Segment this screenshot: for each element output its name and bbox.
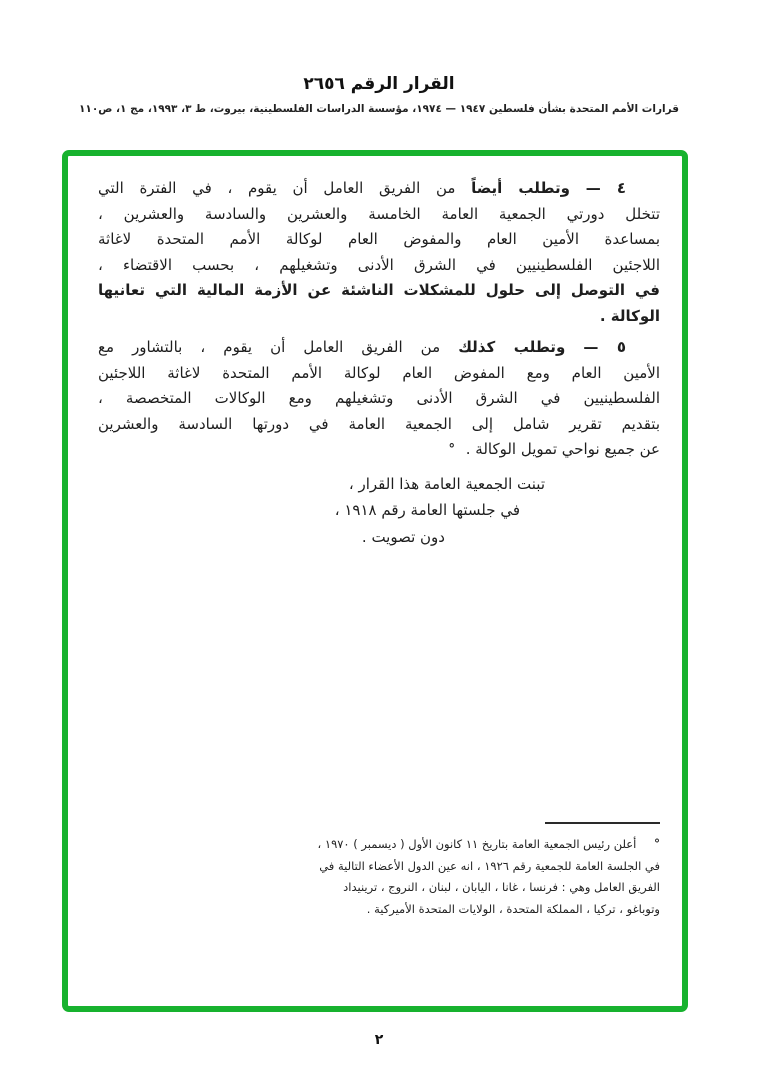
footnote-line: في الجلسة العامة للجمعية رقم ١٩٢٦ ، انه عين الدول الأعضاء التالية في (319, 858, 660, 873)
clause-text: من الفريق العامل أن يقوم ، في الفترة التي (98, 179, 456, 197)
text-line: اللاجئين الفلسطينيين في الشرق الأدنى وتشغيلهم ، بحسب الاقتضاء ، (98, 255, 660, 274)
footnote-line (100, 834, 660, 856)
footnote-reference-marker: ° (448, 442, 455, 457)
text-line (98, 437, 660, 463)
footnote-line: الفريق العامل وهي : فرنسا ، غانا ، اليابان ، لبنان ، النروج ، ترينيداد (343, 880, 660, 894)
text-line (98, 335, 660, 361)
clause-number: ٤ — (585, 179, 626, 197)
body-text (68, 156, 682, 550)
footnote (100, 822, 660, 920)
adoption-line: دون تصويت . (361, 527, 445, 546)
text-line: الأمين العام ومع المفوض العام لوكالة الأمم المتحدة لاغاثة اللاجئين (98, 363, 660, 382)
resolution-title: القرار الرقم ٢٦٥٦ (303, 74, 455, 94)
page-header (0, 74, 758, 115)
text-line (98, 176, 660, 202)
adoption-line: تبنت الجمعية العامة هذا القرار ، (348, 474, 545, 493)
clause-text: عن جميع نواحي تمويل الوكالة . (465, 440, 660, 458)
adoption-line: في جلستها العامة رقم ١٩١٨ ، (334, 501, 520, 519)
footnote-separator-rule (545, 822, 660, 824)
footnote-text: أعلن رئيس الجمعية العامة بتاريخ ١١ كانون الأول ( ديسمبر ) ١٩٧٠ ، (317, 837, 637, 851)
source-citation: قرارات الأمم المتحدة بشأن فلسطين ١٩٤٧ — ١٩٧٤، مؤسسة الدراسات الفلسطينية، بيروت، ط ٣، ١٩٩٣، مج ١، ص١١٠ (79, 103, 679, 115)
footnote-marker: ° (654, 837, 660, 851)
clause-text: من الفريق العامل أن يقوم ، بالتشاور مع (98, 338, 441, 356)
clause-lead: وتطلب أيضاً (471, 179, 570, 197)
content-box (62, 150, 688, 1012)
clause-number: ٥ — (583, 338, 626, 356)
text-line: بمساعدة الأمين العام والمفوض العام لوكالة الأمم المتحدة لاغاثة (98, 230, 660, 248)
paragraph-5 (98, 335, 660, 463)
text-line: بتقديم تقرير شامل إلى الجمعية العامة في دورتها السادسة والعشرين (98, 414, 660, 433)
page-number: ٢ (374, 1032, 384, 1048)
paragraph-4 (98, 176, 660, 329)
clause-lead: وتطلب كذلك (458, 338, 566, 356)
text-line: تتخلل دورتي الجمعية العامة الخامسة والعشرين والسادسة والعشرين ، (98, 204, 660, 223)
text-line: الوكالة . (599, 306, 660, 325)
footnote-line: وتوباغو ، تركيا ، المملكة المتحدة ، الولايات المتحدة الأميركية . (366, 901, 660, 916)
text-line: في التوصل إلى حلول للمشكلات الناشئة عن الأزمة المالية التي تعانيها (98, 281, 660, 299)
text-line: الفلسطينيين في الشرق الأدنى وتشغيلهم ومع الوكالات المتخصصة ، (98, 389, 660, 407)
adoption-statement (98, 471, 660, 551)
